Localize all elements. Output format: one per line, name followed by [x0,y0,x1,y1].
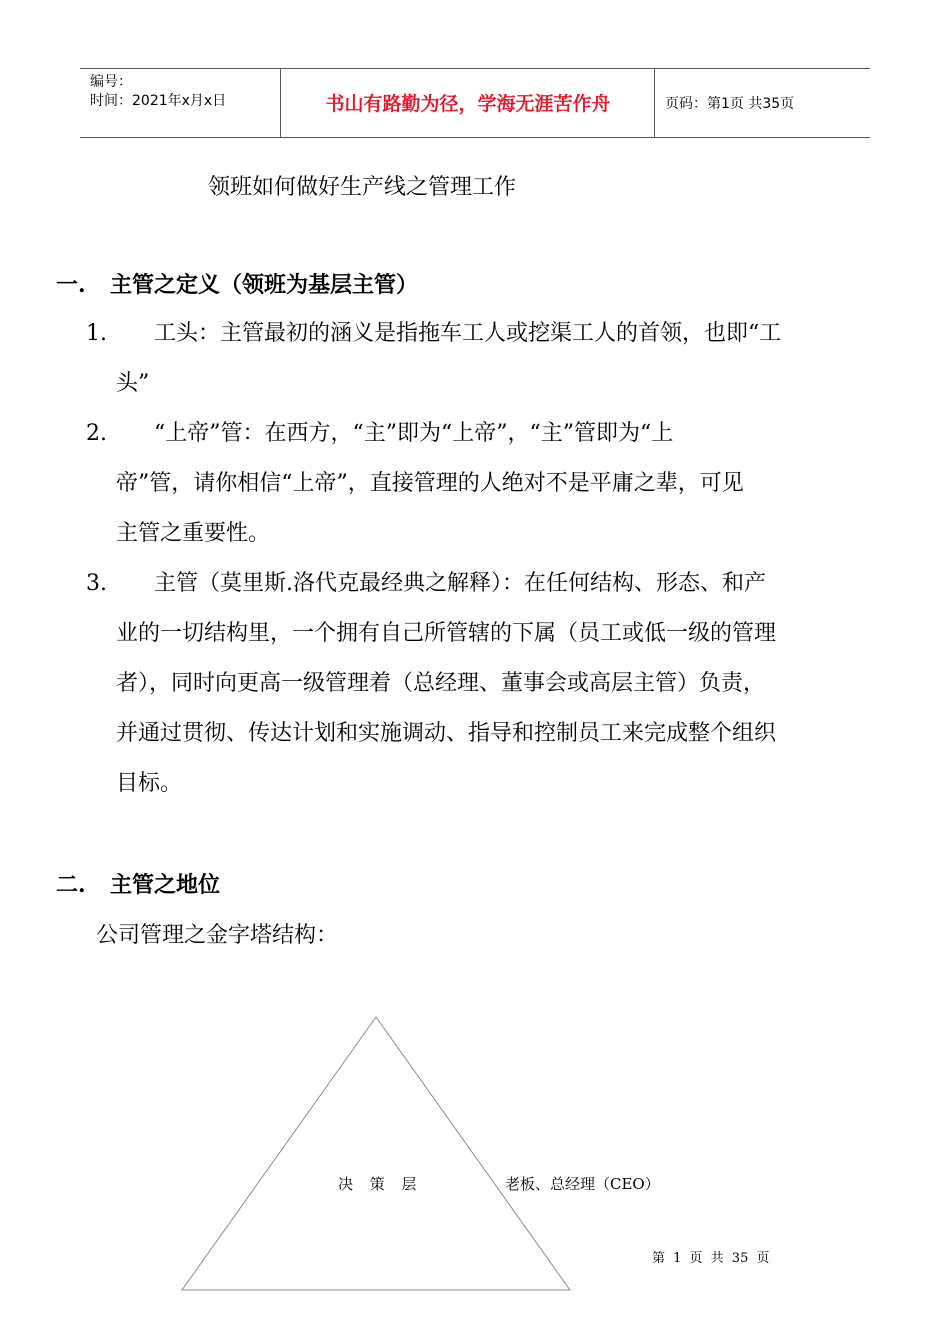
pyramid-layer-label: 决 策 层 [338,1175,423,1193]
list-item [86,409,898,559]
item-line: 主管之重要性。 [116,521,271,546]
pyramid-outline [182,1017,570,1290]
section-number: 一. [56,272,86,298]
pyramid-diagram [180,1015,572,1293]
item-number: 3. [86,571,107,596]
section-intro: 公司管理之金字塔结构： [96,923,339,948]
list-item [86,309,898,409]
header-motto: 书山有路勤为径，学海无涯苦作舟 [325,93,611,115]
section-heading [56,868,220,899]
item-line: 业的一切结构里，一个拥有自己所管辖的下属（员工或低一级的管理 [116,621,777,646]
item-line: 并通过贯彻、传达计划和实施调动、指导和控制员工来完成整个组织 [116,721,777,746]
header-page-info: 页码：第1页 共35页 [665,96,795,112]
header-divider [280,69,281,137]
header-divider [654,69,655,137]
item-line: 者），同时向更高一级管理着（总经理、董事会或高层主管）负责， [116,671,766,696]
section-title: 主管之地位 [110,872,221,898]
section-number: 二. [56,872,86,898]
item-line: “上帝”管：在西方，“主”即为“上帝”，“主”管即为“上 [154,421,674,446]
item-line: 目标。 [116,771,183,796]
document-header [80,68,870,138]
page-footer: 第 1 页 共 35 页 [652,1251,770,1266]
list-item [86,559,898,809]
number-label: 编号： [90,74,132,90]
section-title: 主管之定义（领班为基层主管） [110,272,419,298]
item-number: 1. [86,321,107,346]
item-line: 工头：主管最初的涵义是指拖车工人或挖渠工人的首领，也即“工 [154,321,782,346]
header-meta [90,73,280,111]
section-heading [56,268,418,299]
item-line: 主管（莫里斯.洛代克最经典之解释）：在任何结构、形态、和产 [154,571,766,596]
document-title: 领班如何做好生产线之管理工作 [208,175,517,200]
item-line: 帝”管，请你相信“上帝”，直接管理的人绝对不是平庸之辈，可见 [116,471,744,496]
item-number: 2. [86,421,107,446]
pyramid-layer-note: 老板、总经理（CEO） [505,1175,660,1193]
time-label: 时间：2021年x月x日 [90,93,227,109]
item-line: 头” [116,371,150,396]
